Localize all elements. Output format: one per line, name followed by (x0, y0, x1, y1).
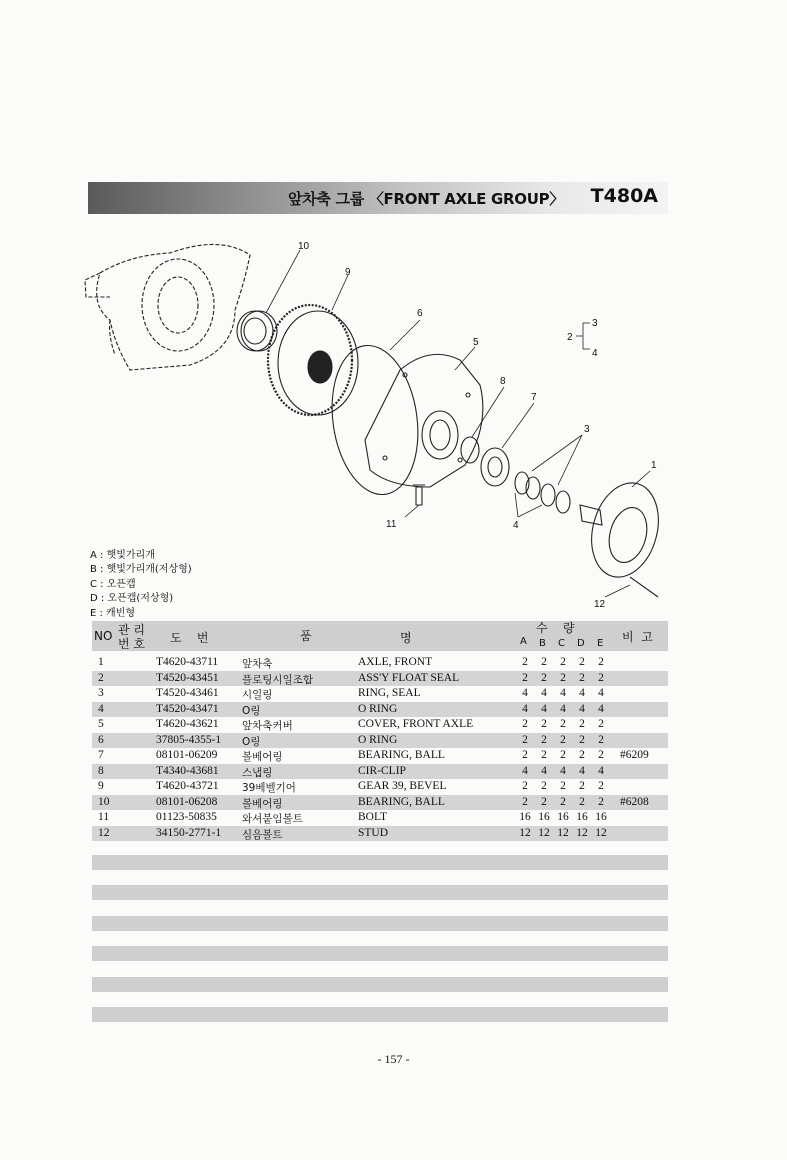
drawing-number: 34150-2771-1 (156, 826, 222, 839)
qty-b: 4 (541, 687, 547, 699)
english-part-name: BEARING, BALL (358, 749, 445, 761)
qty-e: 12 (595, 826, 607, 839)
bearing-10 (237, 311, 277, 351)
qty-e: 2 (598, 749, 604, 761)
header-mgmt-top: 관 리 (118, 623, 145, 637)
drawing-number: T4620-43711 (156, 656, 219, 668)
qty-b: 2 (541, 795, 547, 808)
bolt-11 (413, 485, 425, 505)
qty-d: 4 (579, 687, 585, 699)
korean-part-name: 볼베어링 (242, 797, 283, 810)
qty-c: 2 (560, 733, 566, 746)
qty-b: 2 (541, 749, 547, 761)
table-row (92, 764, 668, 780)
english-part-name: BOLT (358, 811, 387, 823)
qty-a: 2 (522, 733, 528, 746)
qty-c: 2 (560, 656, 566, 668)
qty-b: 2 (541, 780, 547, 792)
callout-8: 8 (500, 376, 506, 387)
remark: #6209 (620, 749, 649, 761)
korean-part-name: 앞차축 (242, 658, 273, 670)
parts-table-header (92, 621, 668, 651)
drawing-number: 08101-06209 (156, 749, 218, 761)
qty-e: 4 (598, 702, 604, 715)
empty-row-stripe (92, 916, 668, 931)
empty-row-stripe (92, 1007, 668, 1022)
qty-b: 16 (538, 811, 550, 823)
english-part-name: RING, SEAL (358, 687, 421, 699)
korean-part-name: 심음볼트 (242, 828, 283, 841)
qty-a: 4 (522, 702, 528, 715)
qty-b: 2 (541, 671, 547, 684)
callout-1: 1 (651, 460, 657, 471)
qty-c: 4 (560, 764, 566, 777)
callout-7: 7 (531, 392, 537, 403)
stud-12 (630, 577, 658, 597)
header-qty-e: E (597, 638, 604, 649)
korean-part-name: O링 (242, 735, 261, 748)
header-remarks: 비 고 (622, 630, 653, 644)
part-no: 8 (98, 764, 104, 777)
qty-b: 2 (541, 718, 547, 730)
qty-a: 2 (522, 671, 528, 684)
english-part-name: STUD (358, 826, 389, 839)
table-row (92, 655, 668, 671)
part-no: 11 (98, 811, 110, 823)
model-code: T480A (590, 185, 658, 207)
empty-table-rows (92, 855, 668, 1037)
table-row (92, 733, 668, 749)
english-part-name: ASS'Y FLOAT SEAL (358, 671, 460, 684)
english-part-name: AXLE, FRONT (358, 656, 433, 668)
qty-b: 4 (541, 764, 547, 777)
qty-a: 16 (519, 811, 531, 823)
korean-part-name: 볼베어링 (242, 751, 283, 763)
qty-a: 4 (522, 687, 528, 699)
qty-e: 16 (595, 811, 607, 823)
table-row (92, 779, 668, 795)
seal-rings-3-4 (515, 472, 570, 513)
front-axle-1 (580, 475, 668, 584)
part-no: 3 (98, 687, 104, 699)
korean-part-name: 와셔붙임볼트 (242, 813, 303, 825)
page-number: - 157 - (377, 1052, 410, 1066)
header-drawing-no: 도 번 (170, 631, 209, 645)
axle-housing-phantom (85, 244, 250, 370)
qty-e: 2 (598, 671, 604, 684)
table-row (92, 686, 668, 702)
qty-c: 4 (560, 687, 566, 699)
table-row (92, 702, 668, 718)
qty-c: 2 (560, 671, 566, 684)
callout-11: 11 (386, 519, 397, 530)
bearing-7 (481, 448, 509, 486)
qty-d: 12 (576, 826, 588, 839)
part-no: 1 (98, 656, 104, 668)
part-no: 6 (98, 733, 104, 746)
header-mgmt-bottom: 번 호 (118, 637, 145, 651)
qty-b: 12 (538, 826, 550, 839)
qty-c: 2 (560, 749, 566, 761)
drawing-number: 01123-50835 (156, 811, 217, 823)
legend-item: E : 캐빈형 (90, 607, 136, 619)
table-row (92, 810, 668, 826)
drawing-number: T4620-43721 (156, 780, 219, 792)
korean-part-name: 시일링 (242, 689, 273, 701)
qty-d: 2 (579, 733, 585, 746)
legend-item: C : 오픈캡 (90, 578, 136, 590)
qty-c: 4 (560, 702, 566, 715)
drawing-number: T4520-43461 (156, 687, 219, 699)
section-header (88, 182, 668, 214)
qty-c: 16 (557, 811, 569, 823)
header-qty-b: B (539, 638, 546, 649)
part-no: 12 (98, 826, 110, 839)
qty-d: 2 (579, 718, 585, 730)
header-name-a: 품 (300, 629, 312, 643)
qty-a: 12 (519, 826, 531, 839)
drawing-number: T4340-43681 (156, 764, 219, 777)
bracket-child-3: 3 (592, 318, 598, 329)
remark: #6208 (620, 795, 649, 808)
callout-10: 10 (298, 241, 310, 252)
qty-e: 4 (598, 687, 604, 699)
page-title: 앞차축 그룹 〈FRONT AXLE GROUP〉 (288, 190, 564, 208)
qty-d: 4 (579, 702, 585, 715)
drawing-number: T4520-43471 (156, 702, 219, 715)
korean-part-name: 39베벨기어 (242, 782, 296, 794)
table-row (92, 826, 668, 842)
qty-a: 2 (522, 749, 528, 761)
qty-d: 2 (579, 749, 585, 761)
callout-5: 5 (473, 337, 479, 348)
qty-b: 2 (541, 656, 547, 668)
english-part-name: CIR-CLIP (358, 764, 406, 777)
qty-c: 12 (557, 826, 569, 839)
empty-row-stripe (92, 855, 668, 870)
empty-row-stripe (92, 977, 668, 992)
drawing-number: 08101-06208 (156, 795, 218, 808)
bracket-parent: 2 (567, 332, 573, 343)
drawing-number: 37805-4355-1 (156, 733, 222, 746)
table-row (92, 671, 668, 687)
korean-part-name: 플로팅시일조합 (242, 673, 314, 686)
table-row (92, 748, 668, 764)
bracket-child-4: 4 (592, 348, 598, 359)
qty-d: 2 (579, 795, 585, 808)
qty-a: 2 (522, 656, 528, 668)
header-name-b: 명 (400, 631, 412, 645)
header-qty-a: A (520, 636, 527, 647)
part-no: 7 (98, 749, 104, 761)
callout-3: 3 (584, 424, 590, 435)
legend-item: B : 햇빛가리개(저상형) (90, 564, 192, 576)
qty-d: 2 (579, 656, 585, 668)
table-row (92, 717, 668, 733)
korean-part-name: O링 (242, 704, 261, 717)
drawing-number: T4520-43451 (156, 671, 219, 684)
callout-6: 6 (417, 308, 423, 319)
header-qty-d: D (577, 638, 585, 649)
legend-item: A : 햇빛가리개 (90, 550, 155, 561)
part-no: 9 (98, 780, 104, 792)
part-no: 10 (98, 795, 110, 808)
english-part-name: COVER, FRONT AXLE (358, 718, 474, 730)
qty-e: 2 (598, 780, 604, 792)
qty-d: 2 (579, 780, 585, 792)
callout-12: 12 (594, 599, 606, 610)
legend-item: D : 오픈캡(저상형) (90, 593, 174, 605)
table-row (92, 795, 668, 811)
qty-a: 2 (522, 780, 528, 792)
qty-c: 2 (560, 795, 566, 808)
qty-a: 4 (522, 764, 528, 777)
english-part-name: GEAR 39, BEVEL (358, 780, 447, 792)
front-axle-cover-5 (365, 354, 483, 487)
qty-e: 2 (598, 656, 604, 668)
korean-part-name: 앞차축커버 (242, 720, 293, 732)
qty-a: 2 (522, 718, 528, 730)
qty-c: 2 (560, 780, 566, 792)
qty-e: 2 (598, 795, 604, 808)
english-part-name: O RING (358, 702, 398, 715)
callout-4: 4 (513, 520, 519, 531)
qty-b: 2 (541, 733, 547, 746)
qty-b: 4 (541, 702, 547, 715)
qty-c: 2 (560, 718, 566, 730)
qty-e: 2 (598, 733, 604, 746)
korean-part-name: 스냅링 (242, 766, 273, 779)
variant-legend (90, 549, 192, 621)
header-qty: 수 량 (536, 621, 575, 635)
qty-e: 4 (598, 764, 604, 777)
parts-table-body (92, 655, 668, 841)
cir-clip-8 (461, 437, 479, 463)
callout-9: 9 (345, 267, 351, 278)
qty-e: 2 (598, 718, 604, 730)
header-qty-c: C (558, 638, 565, 649)
empty-row-stripe (92, 946, 668, 961)
part-no: 4 (98, 702, 104, 715)
qty-d: 2 (579, 671, 585, 684)
drawing-number: T4620-43621 (156, 718, 219, 730)
qty-a: 2 (522, 795, 528, 808)
header-no: NO (94, 629, 113, 643)
qty-d: 16 (576, 811, 588, 823)
part-no: 2 (98, 671, 104, 684)
part-no: 5 (98, 718, 104, 730)
empty-row-stripe (92, 885, 668, 900)
english-part-name: BEARING, BALL (358, 795, 445, 808)
qty-d: 4 (579, 764, 585, 777)
english-part-name: O RING (358, 733, 398, 746)
